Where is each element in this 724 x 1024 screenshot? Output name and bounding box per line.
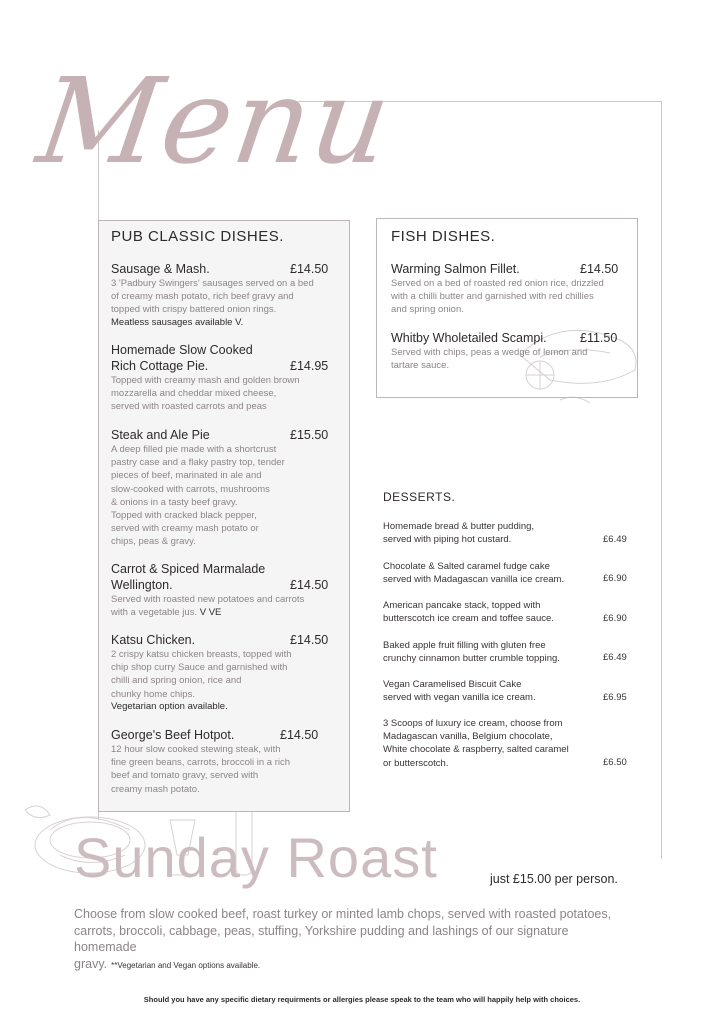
dessert-price: £6.50 bbox=[603, 757, 627, 768]
dessert-price: £6.90 bbox=[603, 573, 627, 584]
dish-desc-sausage-mash: 3 'Padbury Swingers' sausages served on a bed of creamy mash potato, rich beef gravy and topped with crispy battered onion rings. bbox=[111, 278, 314, 316]
dish-price-whitby-scampi: £11.50 bbox=[580, 331, 618, 345]
dish-price-steak-ale-pie: £15.50 bbox=[290, 428, 329, 442]
dish-name-steak-ale-pie: Steak and Ale Pie bbox=[111, 428, 210, 442]
dish-name-wellington-line1: Carrot & Spiced Marmalade bbox=[111, 562, 266, 576]
dish-name-whitby-scampi: Whitby Wholetailed Scampi. bbox=[391, 331, 547, 345]
desserts-heading: DESSERTS. bbox=[383, 490, 456, 504]
sunday-roast-price: just £15.00 per person. bbox=[490, 872, 618, 886]
dish-price-beef-hotpot: £14.50 bbox=[280, 728, 319, 742]
dish-desc-cottage-pie: Topped with creamy mash and golden brown mozzarella and cheddar mixed cheese, served with roasted carrots and peas bbox=[111, 375, 300, 413]
dish-price-sausage-mash: £14.50 bbox=[290, 262, 329, 276]
pub-classics-heading: PUB CLASSIC DISHES. bbox=[111, 228, 284, 245]
dish-desc-steak-ale-pie: A deep filled pie made with a shortcrust pastry case and a flaky pastry top, tender pieces of beef, marinated in ale and slow-cooked with carrots, mushrooms & onions in a tasty beef gravy. Topped with cracked black pepper, served with creamy mash potato or chips, peas & gravy. bbox=[111, 444, 285, 548]
dietary-footer-note: Should you have any specific dietary requirments or allergies please speak to the team who will happily help with choices. bbox=[143, 995, 581, 1004]
dish-name-salmon-fillet: Warming Salmon Fillet. bbox=[391, 262, 520, 276]
dessert-item: Baked apple fruit filling with gluten free crunchy cinnamon butter crumble topping. bbox=[383, 640, 560, 665]
dish-price-cottage-pie: £14.95 bbox=[290, 359, 329, 373]
dish-name-sausage-mash: Sausage & Mash. bbox=[111, 262, 210, 276]
dessert-item: Chocolate & Salted caramel fudge cake served with Madagascan vanilla ice cream. bbox=[383, 561, 565, 586]
dessert-price: £6.95 bbox=[603, 692, 627, 703]
dessert-item: Vegan Caramelised Biscuit Cake served with vegan vanilla ice cream. bbox=[383, 679, 536, 704]
dish-desc-whitby-scampi: Served with chips, peas a wedge of lemon and tartare sauce. bbox=[391, 347, 588, 372]
dish-name-beef-hotpot: George's Beef Hotpot. bbox=[111, 728, 235, 742]
dessert-price: £6.49 bbox=[603, 652, 627, 663]
dish-name-katsu-chicken: Katsu Chicken. bbox=[111, 633, 196, 647]
dessert-item: American pancake stack, topped with butterscotch ice cream and toffee sauce. bbox=[383, 600, 554, 625]
dish-desc-salmon-fillet: Served on a bed of roasted red onion rice, drizzled with a chilli butter and garnished with red chillies and spring onion. bbox=[391, 278, 604, 316]
dish-price-wellington: £14.50 bbox=[290, 578, 329, 592]
dessert-item: 3 Scoops of luxury ice cream, choose from Madagascan vanilla, Belgium chocolate, White chocolate & raspberry, salted caramel or butterscotch. bbox=[383, 718, 569, 769]
dessert-price: £6.49 bbox=[603, 534, 627, 545]
dish-desc-katsu-chicken: 2 crispy katsu chicken breasts, topped with chip shop curry Sauce and garnished with chilli and spring onion, rice and chunky home chips. bbox=[111, 649, 292, 700]
dish-note-sausage-mash: Meatless sausages available V. bbox=[111, 317, 244, 328]
dish-desc-beef-hotpot: 12 hour slow cooked stewing steak, with fine green beans, carrots, broccoli in a rich beef and tomato gravy, served with creamy mash potato. bbox=[111, 744, 291, 795]
fish-dishes-heading: FISH DISHES. bbox=[391, 228, 496, 245]
sunday-roast-veg-note: **Vegetarian and Vegan options available. bbox=[111, 960, 261, 970]
dessert-item: Homemade bread & butter pudding, served with piping hot custard. bbox=[383, 521, 535, 546]
dish-price-katsu-chicken: £14.50 bbox=[290, 633, 329, 647]
dessert-price: £6.90 bbox=[603, 613, 627, 624]
page-title: Menu bbox=[30, 52, 401, 190]
dish-desc-wellington: Served with roasted new potatoes and carrots with a vegetable jus. V VE bbox=[111, 594, 305, 619]
frame-right-line bbox=[661, 101, 662, 859]
dish-name-cottage-pie-line2: Rich Cottage Pie. bbox=[111, 359, 209, 373]
dish-name-wellington-line2: Wellington. bbox=[111, 578, 173, 592]
dish-note-katsu-chicken: Vegetarian option available. bbox=[111, 701, 228, 712]
sunday-roast-heading: Sunday Roast bbox=[74, 826, 438, 889]
vegan-tag: V VE bbox=[199, 607, 222, 619]
dish-price-salmon-fillet: £14.50 bbox=[580, 262, 619, 276]
sunday-roast-description: Choose from slow cooked beef, roast turkey or minted lamb chops, served with roasted potatoes, carrots, broccoli, cabbage, peas, stuffing, Yorkshire pudding and lashings of our signature homemade gravy. **Vegetarian and Vegan options available. bbox=[74, 907, 612, 971]
dish-name-cottage-pie-line1: Homemade Slow Cooked bbox=[111, 343, 253, 357]
